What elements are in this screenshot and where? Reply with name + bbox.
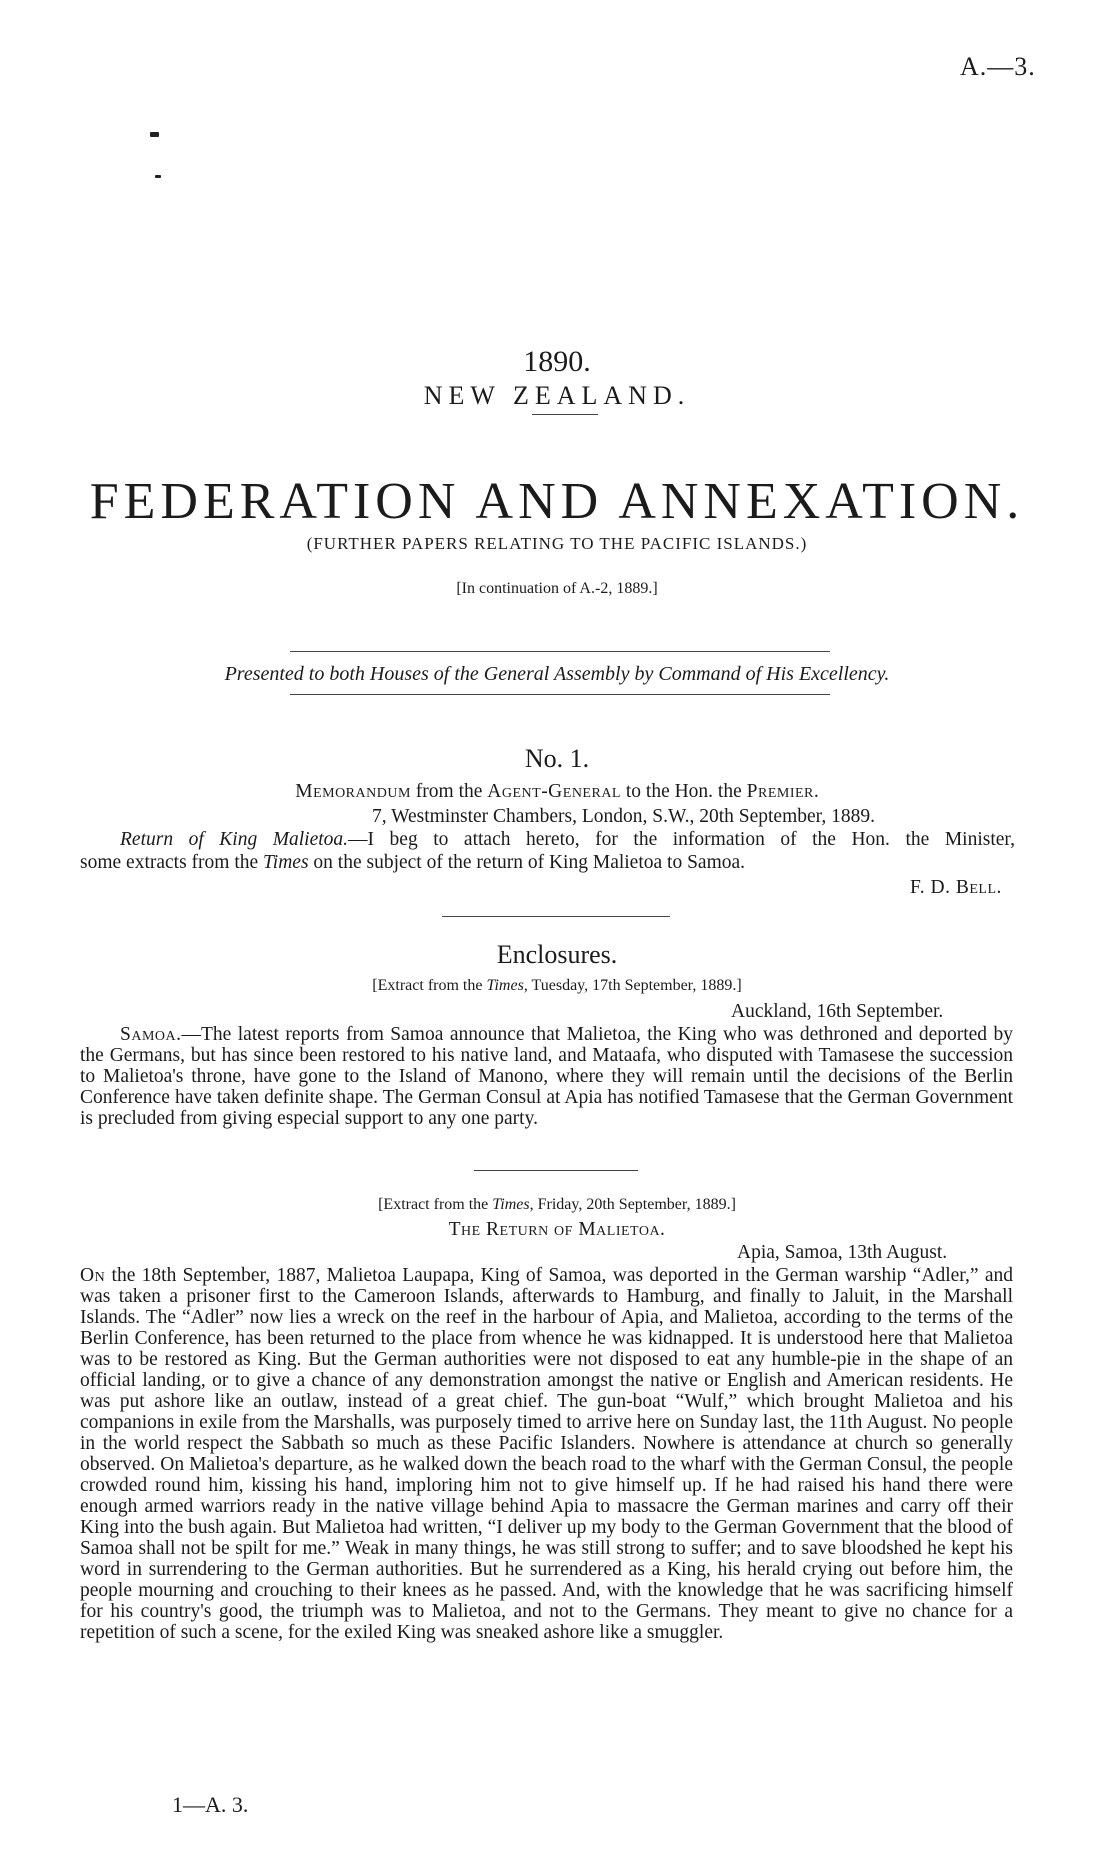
section-number: No. 1. bbox=[524, 744, 590, 773]
enclosures-heading: Enclosures. bbox=[496, 940, 618, 969]
memo-body: —I beg to attach hereto, for the information of the Hon. the Minister, bbox=[348, 829, 1015, 850]
enclosure-paragraph-2 bbox=[80, 1265, 1013, 1643]
dateline-1: Auckland, 16th September. bbox=[731, 1001, 944, 1022]
citation-text: [Extract from the bbox=[378, 1196, 493, 1213]
paragraph-lead: Samoa. bbox=[120, 1024, 182, 1045]
document-subtitle: (FURTHER PAPERS RELATING TO THE PACIFIC ISLANDS.) bbox=[306, 534, 808, 553]
memorandum-title bbox=[0, 781, 1114, 803]
memo-text: from the bbox=[410, 781, 488, 802]
citation-text: , Tuesday, 17th September, 1889.] bbox=[523, 977, 742, 994]
paragraph-body: —The latest reports from Samoa announce that Malietoa, the King who was dethroned and deported by the Germans, but has since been restored to his native land, and Mataafa, who disputed with Tamasese the succession to Malietoa's throne, have gone to the Island of Manono, where they will remain until the decisions of the Berlin Conference have taken definite shape. The German Consul at Apia has notified Tamasese that the German Government is precluded from giving especial support to any one party. bbox=[80, 1024, 1013, 1129]
memo-text: . bbox=[813, 781, 819, 802]
newspaper-name: Times bbox=[486, 977, 524, 994]
country: NEW ZEALAND. bbox=[423, 381, 691, 410]
memo-body-line-1 bbox=[120, 829, 1015, 851]
divider bbox=[290, 694, 830, 695]
extract-citation-2 bbox=[0, 1196, 1114, 1214]
citation-text: , Friday, 20th September, 1889.] bbox=[529, 1196, 736, 1213]
memo-lead: Return of King Malietoa. bbox=[120, 829, 349, 850]
page-reference: A.—3. bbox=[960, 52, 1036, 81]
memo-body: some extracts from the bbox=[80, 852, 264, 873]
memo-word: Memorandum bbox=[295, 781, 411, 802]
footer-reference: 1—A. 3. bbox=[172, 1792, 249, 1817]
divider bbox=[290, 651, 830, 652]
divider bbox=[532, 414, 598, 415]
enclosure-paragraph-1 bbox=[80, 1024, 1013, 1129]
paragraph-lead: On bbox=[80, 1265, 106, 1286]
memo-recipient: Premier bbox=[746, 781, 814, 802]
presented-line: Presented to both Houses of the General Assembly by Command of His Excellency. bbox=[224, 663, 890, 685]
extract-title: The Return of Malietoa. bbox=[448, 1219, 666, 1240]
document-title: FEDERATION AND ANNEXATION. bbox=[89, 473, 1025, 530]
address-date: 7, Westminster Chambers, London, S.W., 20th September, 1889. bbox=[372, 806, 875, 827]
memo-text: to the Hon. the bbox=[620, 781, 747, 802]
newspaper-name: Times bbox=[263, 852, 309, 873]
extract-citation-1 bbox=[0, 977, 1114, 995]
year: 1890. bbox=[523, 345, 591, 378]
dateline-2: Apia, Samoa, 13th August. bbox=[737, 1242, 948, 1263]
memo-body: on the subject of the return of King Malietoa to Samoa. bbox=[308, 852, 746, 873]
memo-sender: Agent-General bbox=[487, 781, 621, 802]
citation-text: [Extract from the bbox=[372, 977, 487, 994]
signature: F. D. Bell. bbox=[910, 877, 1002, 898]
scan-speck bbox=[155, 175, 161, 178]
paragraph-body: the 18th September, 1887, Malietoa Laupapa, King of Samoa, was deported in the German warship “Adler,” and was taken a prisoner first to the Cameroon Islands, afterwards to Hamburg, and finally to Jaluit, in the Marshall Islands. The “Adler” now lies a wreck on the reef in the harbour of Apia, and Malietoa, according to the terms of the Berlin Conference, has been returned to the place from whence he was kidnapped. It is understood here that Malietoa was to be restored as King. But the German authorities were not disposed to eat any humble-pie in the shape of an official landing, or to give a chance of any demonstration amongst the native or English and American residents. He was put ashore like an outlaw, instead of a great chief. The gun-boat “Wulf,” which brought Malietoa and his companions in exile from the Marshalls, was purposely timed to arrive here on Sunday last, the 11th August. No people in the world respect the Sabbath so much as these Pacific Islanders. Nowhere is attendance at church so generally observed. On Malietoa's departure, as he walked down the beach road to the wharf with the German Consul, the people crowded round him, kissing his hand, imploring him not to give himself up. If he had raised his hand there were enough armed warriors ready in the native village behind Apia to massacre the German marines and carry off their King into the bush again. But Malietoa had written, “I deliver up my body to the German Government that the blood of Samoa shall not be spilt for me.” Weak in many things, he was still strong to suffer; and to save bloodshed he kept his word in surrendering to the German authorities. But he surrendered as a King, his herald crying out before him, the people mourning and crouching to their knees as he passed. And, with the knowledge that he was sacrificing himself for his country's good, the triumph was to Malietoa, and not to the Germans. They meant to give no chance for a repetition of such a scene, for the exiled King was sneaked ashore like a smuggler. bbox=[80, 1265, 1013, 1643]
divider bbox=[442, 916, 670, 917]
divider bbox=[474, 1170, 638, 1171]
newspaper-name: Times bbox=[492, 1196, 530, 1213]
memo-body-line-2 bbox=[80, 852, 745, 874]
scan-speck bbox=[150, 132, 159, 137]
continuation-note: [In continuation of A.-2, 1889.] bbox=[456, 580, 658, 597]
